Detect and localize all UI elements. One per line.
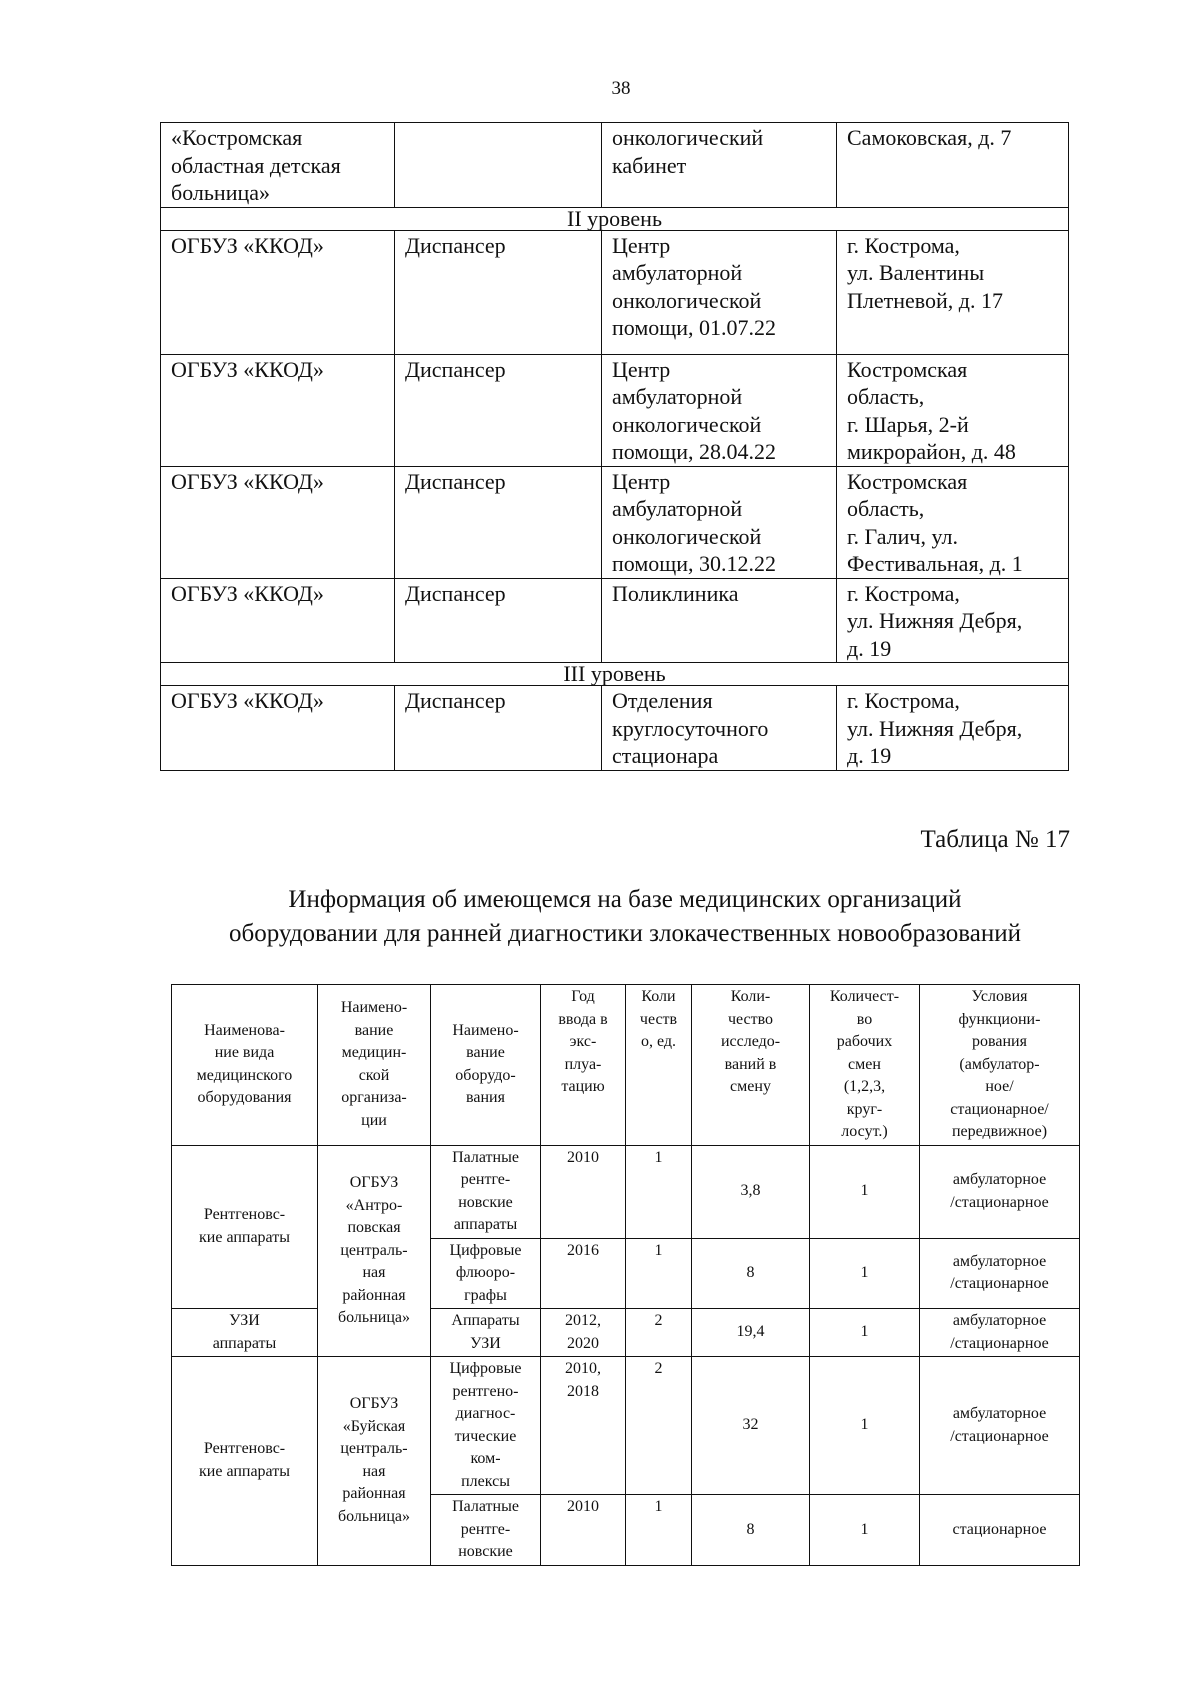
organization-cell bbox=[161, 466, 395, 578]
facility-type-cell bbox=[395, 686, 602, 771]
text-line: ввода в bbox=[558, 1010, 608, 1028]
text-line: Цифровые bbox=[449, 1241, 522, 1259]
text-line: тацию bbox=[561, 1078, 605, 1095]
year-cell bbox=[541, 1238, 626, 1309]
text-line: стационара bbox=[612, 743, 719, 768]
table-row bbox=[161, 354, 1069, 466]
level-row bbox=[161, 663, 1069, 686]
text-line: организа- bbox=[341, 1089, 407, 1107]
text-line: аппараты bbox=[212, 1334, 277, 1352]
text-line: Центр bbox=[612, 356, 671, 382]
text-line: областная детская bbox=[171, 152, 341, 178]
equipment-name-cell bbox=[431, 1145, 541, 1238]
text-line: районная bbox=[342, 1286, 406, 1304]
text-line: ул. Валентины bbox=[847, 260, 985, 285]
text-line: графы bbox=[464, 1286, 507, 1304]
table-row bbox=[161, 578, 1069, 663]
text-line: Фестивальная, д. 1 bbox=[847, 551, 1023, 576]
text-line: оборудовании для ранней диагностики злокачественных новообразований bbox=[229, 920, 1021, 947]
header-work-shifts bbox=[810, 985, 920, 1146]
text-line: честв bbox=[639, 1010, 678, 1028]
equipment-name-cell bbox=[431, 1495, 541, 1566]
oncology-facilities-table bbox=[160, 122, 1069, 771]
text-line: онкологической bbox=[612, 523, 762, 549]
unit-cell bbox=[602, 578, 837, 663]
text-line: лосут.) bbox=[841, 1123, 888, 1140]
text-line: г. Кострома, bbox=[847, 232, 960, 258]
text-line: амбулаторной bbox=[612, 496, 743, 521]
year-cell bbox=[541, 1145, 626, 1238]
unit-cell bbox=[602, 466, 837, 578]
text-line: Отделения bbox=[612, 688, 713, 713]
organization-cell bbox=[161, 230, 395, 354]
facility-type-cell bbox=[395, 230, 602, 354]
text-line: /стационарное bbox=[950, 1275, 1049, 1293]
text-line: «Костромская bbox=[171, 125, 303, 150]
facility-type-cell bbox=[395, 466, 602, 578]
address-cell bbox=[837, 354, 1069, 466]
text-line: диагнос- bbox=[455, 1405, 516, 1422]
address-cell bbox=[837, 578, 1069, 663]
studies-cell: 32 bbox=[692, 1357, 810, 1495]
text-line: г. Кострома, bbox=[847, 580, 960, 606]
text-line: Костромская bbox=[847, 356, 968, 382]
text-line: помощи, 30.12.22 bbox=[612, 551, 776, 576]
table-caption: Таблица № 17 bbox=[920, 826, 1070, 853]
facility-type-cell bbox=[395, 123, 602, 208]
text-line: рентгено- bbox=[452, 1382, 519, 1400]
year-cell bbox=[541, 1357, 626, 1495]
facility-type-cell bbox=[395, 578, 602, 663]
text-line: ная bbox=[362, 1264, 386, 1281]
text-line: амбулаторное bbox=[952, 1312, 1047, 1329]
text-line: г. Кострома, bbox=[847, 688, 960, 713]
text-line: Рентгеновс- bbox=[203, 1440, 286, 1458]
text-line: Костромская bbox=[847, 468, 968, 494]
text-line: ОГБУЗ «ККОД» bbox=[171, 232, 324, 258]
text-line: ком- bbox=[470, 1450, 501, 1467]
address-cell bbox=[837, 123, 1069, 208]
text-line: больница» bbox=[171, 180, 270, 205]
text-line: Центр bbox=[612, 232, 671, 258]
table-row bbox=[172, 1357, 1080, 1495]
text-line: онкологической bbox=[612, 287, 762, 313]
text-line: Наимено- bbox=[452, 1021, 519, 1039]
text-line: амбулаторное bbox=[952, 1405, 1047, 1422]
text-line: Диспансер bbox=[405, 580, 506, 606]
text-line: Диспансер bbox=[405, 232, 506, 258]
text-line: область, bbox=[847, 384, 925, 409]
conditions-cell bbox=[920, 1238, 1080, 1309]
text-line: /стационарное bbox=[950, 1193, 1049, 1211]
text-line: круг- bbox=[846, 1100, 883, 1118]
level-label bbox=[161, 663, 1069, 686]
equipment-table bbox=[171, 984, 1080, 1566]
text-line: УЗИ bbox=[470, 1334, 501, 1352]
text-line: флюоро- bbox=[455, 1264, 516, 1281]
text-line: амбулаторное bbox=[952, 1252, 1047, 1270]
unit-cell bbox=[602, 354, 837, 466]
text-line: оборудо- bbox=[455, 1066, 516, 1084]
text-line: ции bbox=[361, 1111, 387, 1129]
text-line: ОГБУЗ bbox=[349, 1395, 399, 1413]
text-line: новские bbox=[458, 1193, 513, 1211]
text-line: чество bbox=[727, 1010, 774, 1028]
quantity-cell: 1 bbox=[626, 1238, 692, 1309]
text-line: о, ед. bbox=[640, 1033, 677, 1050]
conditions-cell bbox=[920, 1357, 1080, 1495]
shifts-cell: 1 bbox=[810, 1238, 920, 1309]
address-cell bbox=[837, 230, 1069, 354]
shifts-cell: 1 bbox=[810, 1309, 920, 1357]
text-line: ваний в bbox=[724, 1055, 777, 1073]
quantity-cell: 2 bbox=[626, 1309, 692, 1357]
text-line: (1,2,3, bbox=[843, 1078, 886, 1095]
shifts-cell: 1 bbox=[810, 1495, 920, 1566]
organization-cell bbox=[161, 354, 395, 466]
text-line: ние вида bbox=[214, 1044, 275, 1062]
text-line: плуа- bbox=[564, 1055, 602, 1073]
table-row bbox=[161, 230, 1069, 354]
text-line: 2012, bbox=[565, 1312, 601, 1329]
text-line: новские bbox=[458, 1543, 513, 1560]
equipment-name-cell bbox=[431, 1357, 541, 1495]
organization-cell bbox=[161, 686, 395, 771]
text-line: вание bbox=[466, 1044, 505, 1062]
text-line: помощи, 28.04.22 bbox=[612, 439, 776, 464]
table-row bbox=[161, 466, 1069, 578]
table-header-row bbox=[172, 985, 1080, 1146]
text-line: УЗИ bbox=[229, 1312, 260, 1329]
text-line: рентге- bbox=[460, 1171, 511, 1188]
text-line: централь- bbox=[340, 1241, 408, 1259]
text-line: плексы bbox=[461, 1472, 510, 1490]
text-line: ул. Нижняя Дебря, bbox=[847, 715, 1023, 741]
text-line: Рентгеновс- bbox=[203, 1206, 286, 1224]
header-equipment-name bbox=[431, 985, 541, 1146]
text-line: Диспансер bbox=[405, 356, 506, 382]
text-line: 2010, bbox=[565, 1360, 601, 1377]
text-line: больница» bbox=[338, 1309, 410, 1326]
studies-cell: 3,8 bbox=[692, 1145, 810, 1238]
text-line: г. Шарья, 2-й bbox=[847, 411, 969, 437]
text-line: ОГБУЗ «ККОД» bbox=[171, 468, 324, 494]
year-cell bbox=[541, 1309, 626, 1357]
text-line: /стационарное bbox=[950, 1427, 1049, 1445]
text-line: районная bbox=[342, 1485, 406, 1503]
text-line: ное/ bbox=[985, 1078, 1014, 1095]
text-line: Коли- bbox=[730, 988, 771, 1005]
unit-cell bbox=[602, 686, 837, 771]
text-line: аппараты bbox=[453, 1216, 518, 1233]
text-line: рования bbox=[972, 1033, 1027, 1050]
text-line: д. 19 bbox=[847, 743, 892, 768]
text-line: смен bbox=[848, 1055, 881, 1073]
conditions-cell bbox=[920, 1145, 1080, 1238]
equipment-name-cell bbox=[431, 1238, 541, 1309]
text-line: онкологической bbox=[612, 411, 762, 437]
unit-cell bbox=[602, 230, 837, 354]
text-line: Количест- bbox=[829, 988, 900, 1005]
text-line: область, bbox=[847, 496, 925, 521]
text-line: Цифровые bbox=[449, 1360, 522, 1377]
table-row bbox=[172, 1309, 1080, 1357]
shifts-cell: 1 bbox=[810, 1357, 920, 1495]
text-line: ОГБУЗ «ККОД» bbox=[171, 688, 324, 713]
organization-cell bbox=[318, 1357, 431, 1566]
text-line: г. Галич, ул. bbox=[847, 523, 958, 549]
level-text: II уровень bbox=[567, 205, 662, 231]
text-line: амбулаторное bbox=[952, 1171, 1047, 1188]
text-line: Палатные bbox=[452, 1148, 519, 1166]
text-line: помощи, 01.07.22 bbox=[612, 315, 776, 340]
text-line: медицинского bbox=[196, 1066, 293, 1084]
text-line: Информация об имеющемся на базе медицинских организаций bbox=[288, 886, 962, 913]
text-line: Аппараты bbox=[451, 1312, 520, 1329]
text-line: Диспансер bbox=[405, 688, 506, 713]
facility-type-cell bbox=[395, 354, 602, 466]
text-line: повская bbox=[347, 1219, 401, 1236]
text-line: стационарное bbox=[952, 1520, 1047, 1538]
text-line: исследо- bbox=[720, 1033, 781, 1050]
table-row bbox=[161, 686, 1069, 771]
text-line: ул. Нижняя Дебря, bbox=[847, 608, 1023, 633]
text-line: Наимено- bbox=[340, 999, 408, 1017]
text-line: стационарное/ bbox=[950, 1100, 1049, 1118]
text-line: онкологический bbox=[612, 125, 764, 150]
text-line: ОГБУЗ bbox=[349, 1174, 399, 1191]
text-line: централь- bbox=[340, 1440, 408, 1458]
text-line: вание bbox=[354, 1021, 394, 1039]
level-row bbox=[161, 207, 1069, 230]
quantity-cell: 1 bbox=[626, 1495, 692, 1566]
text-line: 2016 bbox=[567, 1241, 599, 1259]
text-line: функциони- bbox=[958, 1010, 1041, 1028]
text-line: 2010 bbox=[567, 1498, 599, 1515]
text-line: экс- bbox=[569, 1033, 597, 1050]
text-line: ная bbox=[362, 1462, 386, 1480]
address-cell bbox=[837, 686, 1069, 771]
equipment-kind-cell bbox=[172, 1309, 318, 1357]
text-line: ОГБУЗ «ККОД» bbox=[171, 580, 324, 606]
text-line: во bbox=[856, 1010, 873, 1028]
equipment-kind-cell bbox=[172, 1357, 318, 1566]
text-line: рабочих bbox=[836, 1033, 893, 1050]
text-line: Плетневой, д. 17 bbox=[847, 287, 1003, 313]
table-row bbox=[161, 123, 1069, 208]
text-line: 2010 bbox=[567, 1148, 599, 1166]
text-line: Условия bbox=[971, 988, 1028, 1005]
text-line: круглосуточного bbox=[612, 715, 769, 741]
organization-cell bbox=[161, 123, 395, 208]
text-line: смену bbox=[730, 1078, 771, 1095]
shifts-cell: 1 bbox=[810, 1145, 920, 1238]
page-number: 38 bbox=[611, 78, 631, 99]
header-quantity bbox=[626, 985, 692, 1146]
header-studies-per-shift bbox=[692, 985, 810, 1146]
header-equipment-kind bbox=[172, 985, 318, 1146]
text-line: Центр bbox=[612, 468, 671, 494]
quantity-cell: 1 bbox=[626, 1145, 692, 1238]
text-line: вания bbox=[466, 1089, 505, 1107]
text-line: ской bbox=[358, 1066, 390, 1084]
text-line: тические bbox=[454, 1427, 517, 1445]
text-line: микрорайон, д. 48 bbox=[847, 439, 1016, 464]
studies-cell: 19,4 bbox=[692, 1309, 810, 1357]
text-line: оборудования bbox=[197, 1089, 292, 1107]
text-line: «Антро- bbox=[345, 1196, 403, 1214]
table-row bbox=[172, 1145, 1080, 1238]
text-line: Самоковская, д. 7 bbox=[847, 125, 1012, 150]
text-line: передвижное) bbox=[951, 1123, 1048, 1140]
level-label bbox=[161, 207, 1069, 230]
table-heading bbox=[160, 883, 1090, 951]
header-commission-year bbox=[541, 985, 626, 1146]
studies-cell: 8 bbox=[692, 1238, 810, 1309]
text-line: «Буйская bbox=[342, 1417, 406, 1435]
text-line: кие аппараты bbox=[199, 1228, 290, 1246]
header-operating-conditions bbox=[920, 985, 1080, 1146]
text-line: Наименова- bbox=[204, 1021, 285, 1039]
header-organization bbox=[318, 985, 431, 1146]
conditions-cell bbox=[920, 1495, 1080, 1566]
text-line: ОГБУЗ «ККОД» bbox=[171, 356, 324, 382]
text-line: 2020 bbox=[567, 1334, 599, 1352]
text-line: амбулаторной bbox=[612, 260, 743, 285]
unit-cell bbox=[602, 123, 837, 208]
text-line: Поликлиника bbox=[612, 580, 739, 606]
quantity-cell: 2 bbox=[626, 1357, 692, 1495]
text-line: амбулаторной bbox=[612, 384, 743, 409]
text-line: Коли bbox=[641, 988, 676, 1005]
text-line: больница» bbox=[338, 1507, 410, 1525]
level-text: III уровень bbox=[563, 661, 666, 686]
organization-cell bbox=[161, 578, 395, 663]
text-line: /стационарное bbox=[950, 1334, 1049, 1352]
equipment-kind-cell bbox=[172, 1145, 318, 1309]
conditions-cell bbox=[920, 1309, 1080, 1357]
text-line: кабинет bbox=[612, 152, 687, 178]
text-line: кие аппараты bbox=[199, 1462, 290, 1480]
equipment-name-cell bbox=[431, 1309, 541, 1357]
text-line: рентге- bbox=[460, 1520, 511, 1538]
address-cell bbox=[837, 466, 1069, 578]
text-line: д. 19 bbox=[847, 635, 892, 661]
text-line: Палатные bbox=[452, 1498, 519, 1515]
text-line: Год bbox=[571, 988, 595, 1005]
text-line: медицин- bbox=[341, 1044, 407, 1062]
studies-cell: 8 bbox=[692, 1495, 810, 1566]
year-cell bbox=[541, 1495, 626, 1566]
text-line: Диспансер bbox=[405, 468, 506, 494]
organization-cell bbox=[318, 1145, 431, 1357]
text-line: 2018 bbox=[567, 1382, 599, 1400]
text-line: (амбулатор- bbox=[959, 1055, 1040, 1073]
